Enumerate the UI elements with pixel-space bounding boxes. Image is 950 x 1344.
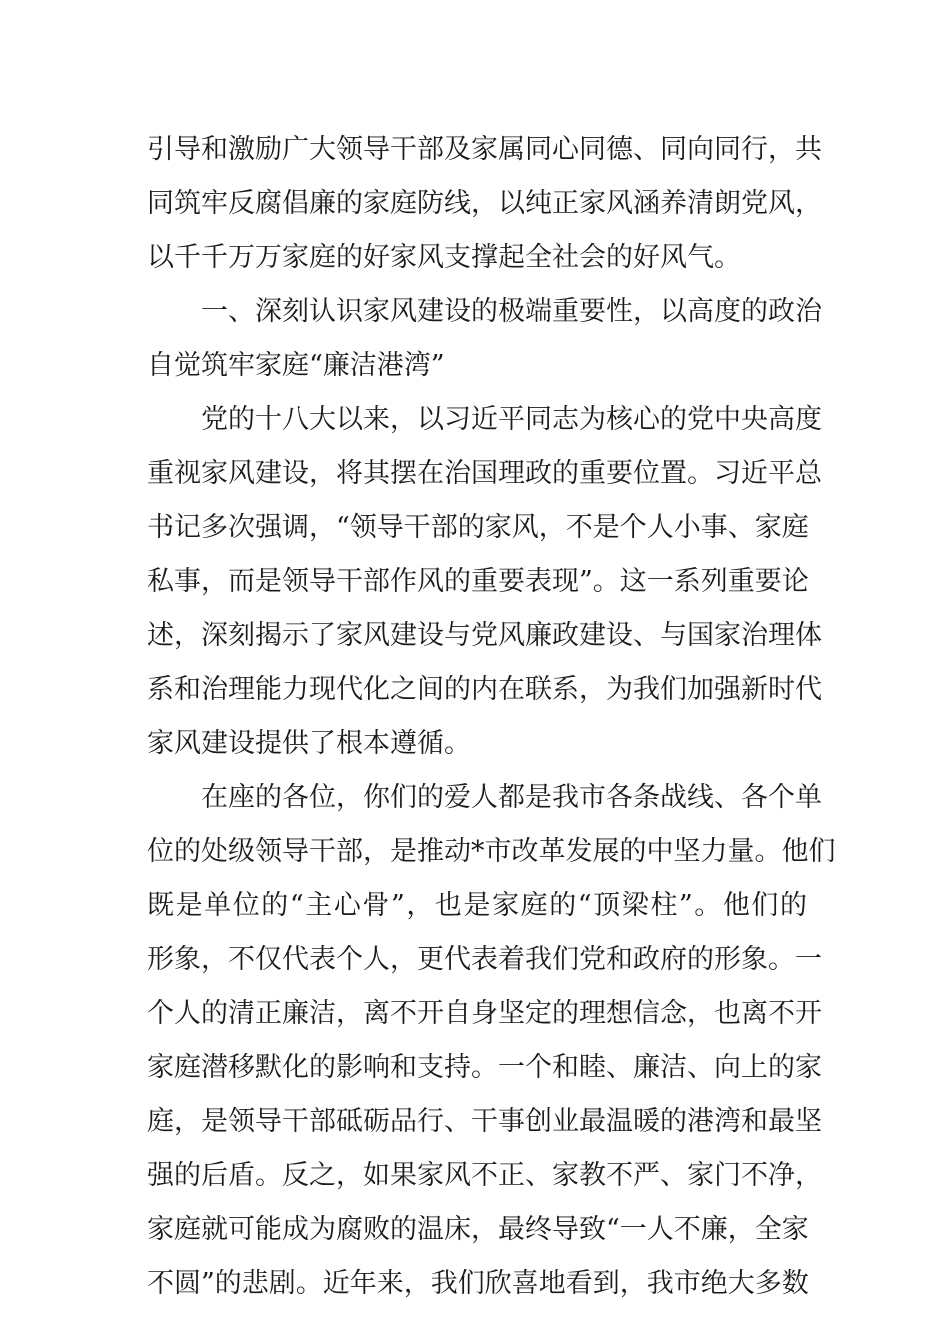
text-line: 庭，是领导干部砥砺品行、干事创业最温暖的港湾和最坚 [147,1106,822,1137]
text-line: 个人的清正廉洁，离不开自身坚定的理想信念，也离不开 [147,998,822,1029]
text-line: 位的处级领导干部，是推动*市改革发展的中坚力量。他们 [147,836,836,867]
text-line: 重视家风建设，将其摆在治国理政的重要位置。习近平总 [147,458,822,489]
text-line: 同筑牢反腐倡廉的家庭防线，以纯正家风涵养清朗党风， [147,188,822,219]
text-line: 形象，不仅代表个人，更代表着我们党和政府的形象。一 [147,944,822,975]
text-line: 书记多次强调，“领导干部的家风，不是个人小事、家庭 [147,512,809,543]
text-line: 系和治理能力现代化之间的内在联系，为我们加强新时代 [147,674,822,705]
text-line: 引导和激励广大领导干部及家属同心同德、同向同行，共 [147,134,822,165]
text-line: 以千千万万家庭的好家风支撑起全社会的好风气。 [147,242,741,273]
text-line: 家风建设提供了根本遵循。 [147,728,471,759]
text-line: 家庭潜移默化的影响和支持。一个和睦、廉洁、向上的家 [147,1052,822,1083]
text-line: 家庭就可能成为腐败的温床，最终导致“一人不廉，全家 [147,1214,809,1245]
text-line: 私事，而是领导干部作风的重要表现”。这一系列重要论 [147,566,809,597]
text-line: 既是单位的“主心骨”，也是家庭的“顶梁柱”。他们的 [147,890,807,921]
text-line: 述，深刻揭示了家风建设与党风廉政建设、与国家治理体 [147,620,822,651]
text-line: 党的十八大以来，以习近平同志为核心的党中央高度 [201,404,822,435]
section-heading-line: 一、深刻认识家风建设的极端重要性，以高度的政治 [201,296,822,327]
text-line: 强的后盾。反之，如果家风不正、家教不严、家门不净， [147,1160,822,1191]
section-heading-line: 自觉筑牢家庭“廉洁港湾” [147,350,445,381]
text-line: 在座的各位，你们的爱人都是我市各条战线、各个单 [201,782,822,813]
text-line: 不圆”的悲剧。近年来，我们欣喜地看到，我市绝大多数 [147,1268,809,1299]
